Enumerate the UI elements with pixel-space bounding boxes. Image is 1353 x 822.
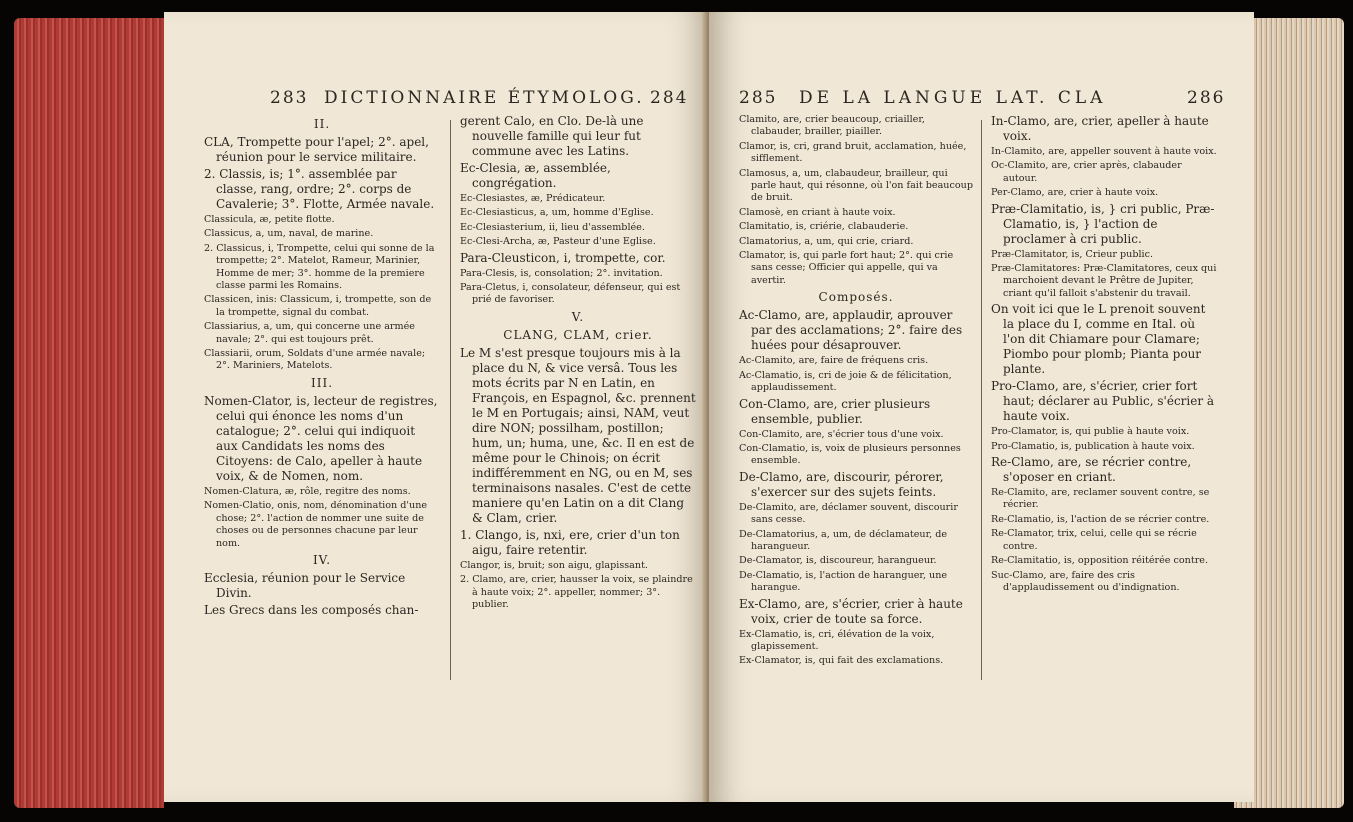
dictionary-entry: Clamor, is, cri, grand bruit, acclamation, huée, sifflement.: [739, 140, 967, 165]
dictionary-entry: Ec-Clesiasticus, a, um, homme d'Eglise.: [460, 207, 654, 219]
dictionary-entry: De-Clamito, are, déclamer souvent, discourir sans cesse.: [739, 501, 958, 526]
dictionary-entry: Pro-Clamatio, is, publication à haute voix.: [991, 440, 1195, 452]
dictionary-entry: Per-Clamo, are, crier à haute voix.: [991, 187, 1159, 199]
dictionary-entry: De-Clamatio, is, l'action de haranguer, une harangue.: [739, 569, 948, 594]
dictionary-entry: Para-Cleusticon, i, trompette, cor.: [460, 250, 666, 265]
page-number-286: 286: [1187, 88, 1226, 108]
dictionary-entry: De-Clamator, is, discoureur, harangueur.: [739, 555, 937, 567]
dictionary-entry: Clangor, is, bruit; son aigu, glapissant.: [460, 559, 648, 571]
section-heading: III.: [310, 375, 334, 390]
dictionary-entry: Re-Clamito, are, reclamer souvent contre, se récrier.: [991, 487, 1210, 511]
left-column-2: [460, 114, 696, 613]
dictionary-entry: Ec-Clesiasterium, ii, lieu d'assemblée.: [460, 221, 645, 233]
dictionary-entry: Ac-Clamo, are, applaudir, aprouver par des acclamations; 2°. faire des huées pour désaprouver.: [739, 308, 963, 353]
dictionary-entry: Para-Clesis, is, consolation; 2°. invitation.: [460, 267, 663, 279]
dictionary-entry: In-Clamito, are, appeller souvent à haute voix.: [991, 146, 1217, 157]
page-number-285: 285: [739, 88, 778, 108]
dictionary-entry: Clamosè, en criant à haute voix.: [739, 206, 896, 218]
page-number-283: 283: [270, 88, 309, 108]
dictionary-entry: Nomen-Clatio, onis, nom, dénomination d'une chose; 2°. l'action de nommer une suite de choses ou de personnes chacune par leur nom.: [204, 500, 428, 549]
section-heading: V.: [571, 309, 585, 324]
section-heading: CLANG, CLAM, crier.: [503, 327, 653, 342]
dictionary-entry: Con-Clamito, are, s'écrier tous d'une voix.: [739, 428, 944, 440]
dictionary-entry: Clamito, are, crier beaucoup, criailler, clabauder, brailler, piailler.: [739, 114, 925, 138]
section-heading: Composés.: [818, 290, 894, 305]
dictionary-entry: Re-Clamitatio, is, opposition réitérée contre.: [991, 555, 1209, 567]
dictionary-entry: Pro-Clamator, is, qui publie à haute voix.: [991, 426, 1190, 438]
dictionary-entry: Præ-Clamitatio, is, } cri public, Præ-Clamatio, is, } l'action de proclamer à cri public.: [991, 201, 1215, 246]
dictionary-entry: Ec-Clesi-Archa, æ, Pasteur d'une Eglise.: [460, 236, 656, 248]
dictionary-entry: Clamitatio, is, criérie, clabauderie.: [739, 221, 909, 233]
dictionary-entry: Re-Clamator, trix, celui, celle qui se récrie contre.: [991, 528, 1197, 552]
left-page: [164, 12, 709, 802]
dictionary-entry: Re-Clamo, are, se récrier contre, s'oposer en criant.: [991, 455, 1192, 485]
dictionary-entry: Clamatorius, a, um, qui crie, criard.: [739, 235, 914, 247]
left-column-1: [204, 114, 440, 620]
running-title-left: DICTIONNAIRE ÉTYMOLOG.: [324, 88, 645, 108]
dictionary-entry: Præ-Clamitator, is, Crieur public.: [991, 248, 1154, 260]
dictionary-entry: Clamator, is, qui parle fort haut; 2°. qui crie sans cesse; Officier qui appelle, qui va avertir.: [739, 250, 954, 286]
column-rule: [981, 120, 982, 680]
dictionary-entry: On voit ici que le L prenoit souvent la place du I, comme en Ital. où l'on dit Chiamare pour Clamare; Piombo pour plomb; Pianta pour plante.: [991, 302, 1206, 377]
right-column-1: [739, 114, 973, 670]
dictionary-entry: Clamosus, a, um, clabaudeur, brailleur, qui parle haut, qui résonne, où l'on fait beaucoup de bruit.: [739, 167, 973, 204]
section-heading: IV.: [312, 552, 332, 567]
dictionary-entry: Ec-Clesia, æ, assemblée, congrégation.: [460, 161, 611, 190]
right-page: [709, 12, 1254, 802]
dictionary-entry: Ec-Clesiastes, æ, Prédicateur.: [460, 193, 606, 204]
dictionary-entry: 2. Classis, is; 1°. assemblée par classe, rang, ordre; 2°. corps de Cavalerie; 3°. Flotte, Armée navale.: [204, 167, 435, 211]
dictionary-entry: 2. Clamo, are, crier, hausser la voix, se plaindre à haute voix; 2°. appeller, nommer; 3°. publier.: [460, 574, 693, 611]
dictionary-entry: Para-Cletus, i, consolateur, défenseur, qui est prié de favoriser.: [460, 282, 681, 306]
dictionary-entry: Ac-Clamatio, is, cri de joie & de félicitation, applaudissement.: [739, 369, 952, 394]
dictionary-entry: Nomen-Clatura, æ, rôle, regitre des noms.: [204, 485, 411, 497]
right-page-header: [709, 88, 1254, 112]
dictionary-entry: Oc-Clamito, are, crier après, clabauder autour.: [991, 160, 1182, 184]
dictionary-entry: gerent Calo, en Clo. De-là une nouvelle famille qui leur fut commune avec les Latins.: [460, 114, 644, 158]
dictionary-entry: Ex-Clamator, is, qui fait des exclamations.: [739, 655, 944, 667]
dictionary-entry: Le M s'est presque toujours mis à la place du N, & vice versâ. Tous les mots écrits par N en Latin, en François, en Espagnol, &c. prennent le M en Portugais; ainsi, NAM, veut dire NON; possilham, postillon; hum, un; huma, une, &c. Il en est de même pour le Chinois; on écrit indifféremment en NG, ou en M, ses terminaisons nasales. C'est de cette maniere qu'en Latin on a dit Clang & Clam, crier.: [460, 345, 696, 525]
dictionary-entry: Classiarius, a, um, qui concerne une armée navale; 2°. qui est toujours prêt.: [204, 321, 415, 345]
dictionary-entry: Re-Clamatio, is, l'action de se récrier contre.: [991, 513, 1210, 525]
dictionary-entry: Præ-Clamitatores: Præ-Clamitatores, ceux qui marchoient devant le Prêtre de Jupiter, criant qu'il falloit s'abstenir du travail.: [991, 263, 1217, 299]
dictionary-entry: In-Clamo, are, crier, apeller à haute voix.: [991, 114, 1209, 143]
dictionary-entry: Con-Clamatio, is, voix de plusieurs personnes ensemble.: [739, 442, 961, 467]
dictionary-entry: Suc-Clamo, are, faire des cris d'applaudissement ou d'indignation.: [991, 569, 1180, 593]
open-book: [14, 10, 1344, 814]
dictionary-entry: Ex-Clamo, are, s'écrier, crier à haute voix, crier de toute sa force.: [739, 596, 963, 626]
dictionary-entry: 1. Clango, is, nxi, ere, crier d'un ton aigu, faire retentir.: [460, 527, 680, 557]
dictionary-entry: Ex-Clamatio, is, cri, élévation de la voix, glapissement.: [739, 628, 935, 652]
section-heading: II.: [313, 117, 331, 131]
left-page-header: [164, 88, 709, 112]
dictionary-entry: Con-Clamo, are, crier plusieurs ensemble, publier.: [739, 396, 931, 426]
book-edge-left: [14, 18, 164, 808]
column-rule: [450, 120, 451, 680]
dictionary-entry: Classicen, inis: Classicum, i, trompette, son de la trompette, signal du combat.: [204, 294, 432, 318]
dictionary-entry: Classicus, a, um, naval, de marine.: [204, 228, 374, 240]
dictionary-entry: De-Clamo, are, discourir, pérorer, s'exercer sur des sujets feints.: [739, 469, 944, 499]
dictionary-entry: Pro-Clamo, are, s'écrier, crier fort haut; déclarer au Public, s'écrier à haute voix.: [991, 379, 1215, 424]
dictionary-entry: Les Grecs dans les composés chan-: [204, 602, 419, 617]
dictionary-entry: Classiarii, orum, Soldats d'une armée navale; 2°. Mariniers, Matelots.: [204, 348, 426, 372]
dictionary-entry: Classicula, æ, petite flotte.: [204, 214, 335, 225]
dictionary-entry: 2. Classicus, i, Trompette, celui qui sonne de la trompette; 2°. Matelot, Rameur, Marinier, Homme de mer; 3°. homme de la premiere classe parmi les Romains.: [204, 242, 435, 292]
dictionary-entry: Nomen-Clator, is, lecteur de registres, celui qui énonce les noms d'un catalogue; 2°. celui qui indiquoit aux Candidats les noms des Citoyens: de Calo, apeller à haute voix, & de Nomen, nom.: [204, 393, 438, 483]
dictionary-entry: De-Clamatorius, a, um, de déclamateur, de harangueur.: [739, 528, 948, 552]
page-number-284: 284: [650, 88, 689, 108]
dictionary-entry: Ac-Clamito, are, faire de fréquens cris.: [739, 355, 929, 367]
running-title-right: DE LA LANGUE LAT. CLA: [799, 88, 1107, 108]
dictionary-entry: CLA, Trompette pour l'apel; 2°. apel, réunion pour le service militaire.: [204, 135, 429, 164]
dictionary-entry: Ecclesia, réunion pour le Service Divin.: [204, 570, 406, 600]
right-column-2: [991, 114, 1217, 596]
